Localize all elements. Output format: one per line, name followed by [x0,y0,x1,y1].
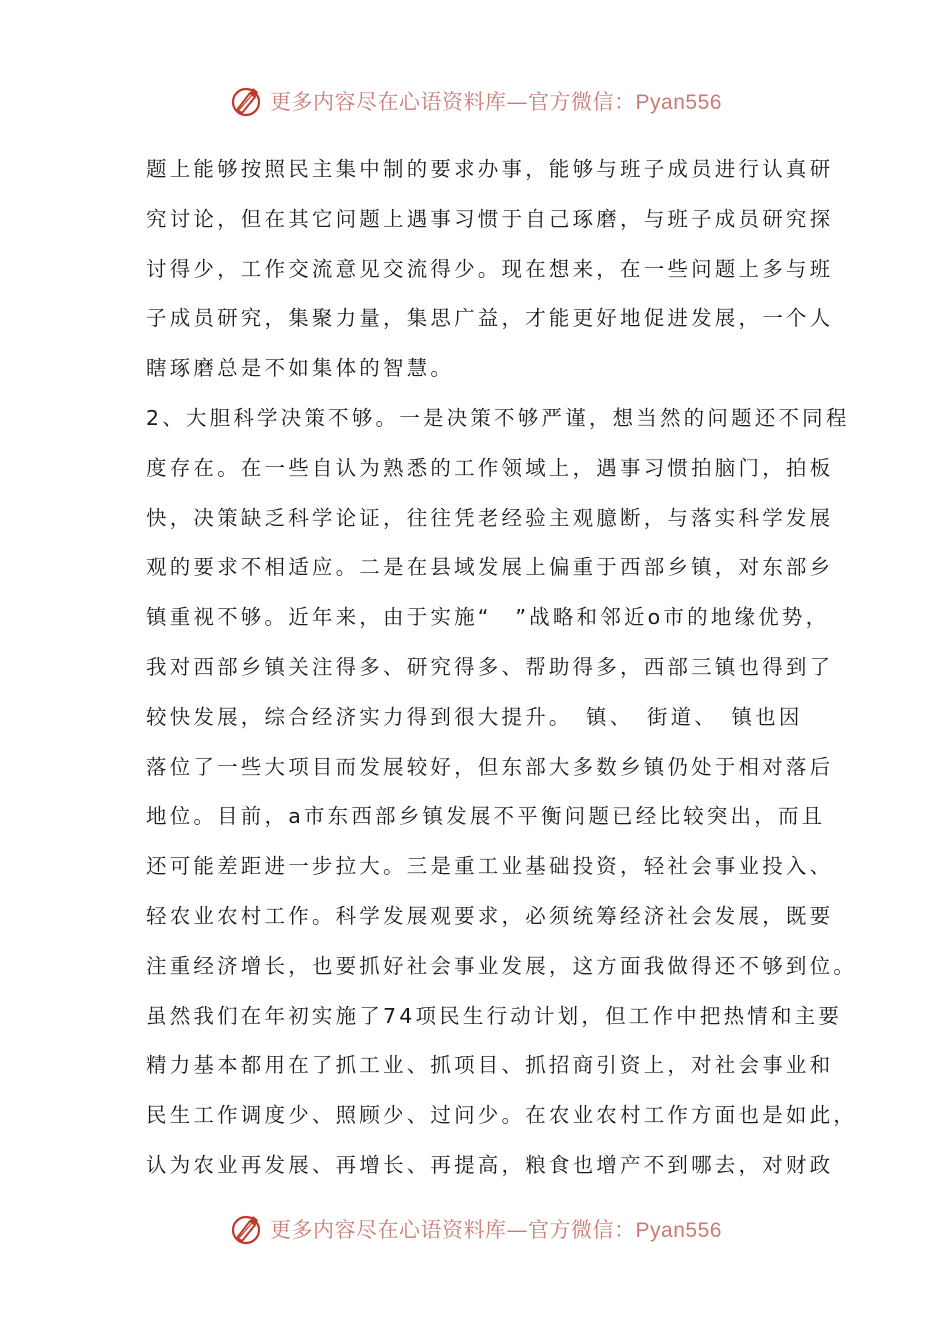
body-line: 民生工作调度少、照顾少、过问少。在农业农村工作方面也是如此， [146,1103,857,1128]
body-line: 还可能差距进一步拉大。三是重工业基础投资，轻社会事业投入、 [146,854,834,879]
body-line: 究讨论，但在其它问题上遇事习惯于自己琢磨，与班子成员研究探 [146,206,834,231]
body-line: 子成员研究，集聚力量，集思广益，才能更好地促进发展，一个人 [146,306,834,331]
footer-banner [0,1204,950,1254]
body-line: 我对西部乡镇关注得多、研究得多、帮助得多，西部三镇也得到了 [146,654,834,679]
body-line: 2、大胆科学决策不够。一是决策不够严谨，想当然的问题还不同程 [146,405,850,430]
body-line: 落位了一些大项目而发展较好，但东部大多数乡镇仍处于相对落后 [146,754,834,779]
body-line: 精力基本都用在了抓工业、抓项目、抓招商引资上，对社会事业和 [146,1053,834,1078]
header-banner-label: 更多内容尽在心语资料库—官方微信： [270,90,636,114]
body-line: 注重经济增长，也要抓好社会事业发展，这方面我做得还不够到位。 [146,953,857,978]
body-line: 轻农业农村工作。科学发展观要求，必须统筹经济社会发展，既要 [146,903,834,928]
body-line: 题上能够按照民主集中制的要求办事，能够与班子成员进行认真研 [146,157,834,181]
pen-nib-logo-icon [228,1211,264,1247]
body-line: 镇重视不够。近年来，由于实施“ ”战略和邻近o市的地缘优势， [146,605,830,630]
body-line: 观的要求不相适应。二是在县域发展上偏重于西部乡镇，对东部乡 [146,555,834,580]
document-body [146,145,857,1191]
header-wechat-id: Pyan556 [635,91,722,114]
body-line: 虽然我们在年初实施了74项民生行动计划，但工作中把热情和主要 [146,1003,843,1028]
body-line: 认为农业再发展、再增长、再提高，粮食也增产不到哪去，对财政 [146,1152,834,1177]
body-line: 讨得少，工作交流意见交流得少。现在想来，在一些问题上多与班 [146,256,834,281]
pen-nib-logo-icon [228,83,264,119]
footer-banner-text [270,1214,722,1244]
footer-wechat-id: Pyan556 [635,1219,722,1242]
footer-banner-inner [228,1211,722,1247]
body-line: 瞎琢磨总是不如集体的智慧。 [146,356,455,381]
header-banner-text [270,86,722,116]
footer-banner-label: 更多内容尽在心语资料库—官方微信： [270,1218,636,1242]
header-banner-inner [228,83,722,119]
body-line: 快，决策缺乏科学论证，往往凭老经验主观臆断，与落实科学发展 [146,505,834,530]
body-line: 度存在。在一些自认为熟悉的工作领域上，遇事习惯拍脑门，拍板 [146,455,834,480]
header-banner [0,76,950,126]
body-line: 地位。目前，a市东西部乡镇发展不平衡问题已经比较突出，而且 [146,804,826,829]
body-line: 较快发展，综合经济实力得到很大提升。 镇、 街道、 镇也因 [146,704,803,729]
